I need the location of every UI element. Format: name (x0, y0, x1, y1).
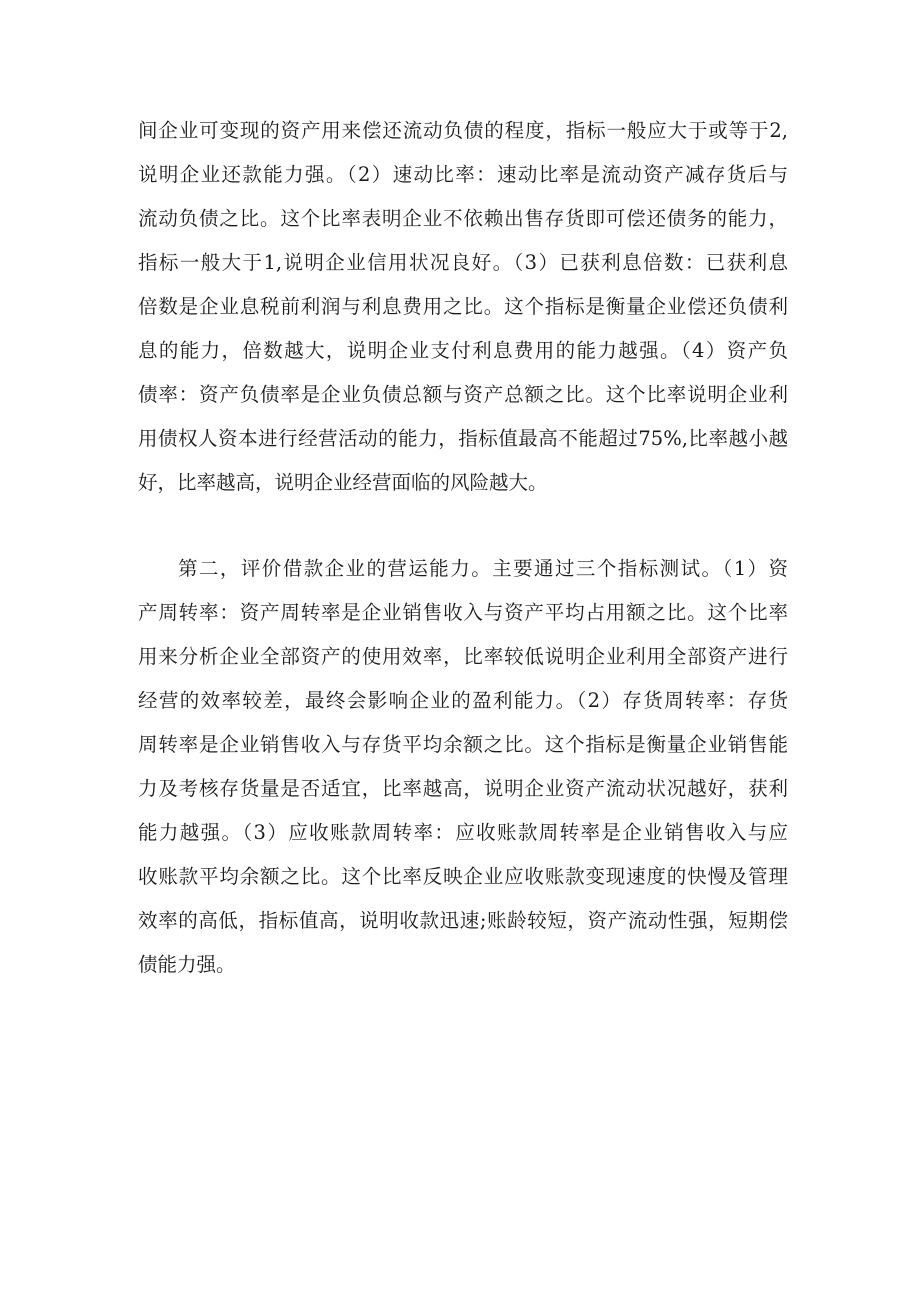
text-line: 债能力强。 (138, 953, 236, 976)
text-line: 好，比率越高，说明企业经营面临的风险越大。 (138, 471, 548, 494)
text-line: 效率的高低，指标值高，说明收款迅速;账龄较短，资产流动性强，短期偿 (138, 909, 788, 932)
text-line: 力及考核存货量是否适宜，比率越高，说明企业资产流动状况越好，获利 (138, 777, 788, 800)
text-line: 息的能力，倍数越大，说明企业支付利息费用的能力越强。（4）资产负 (138, 339, 788, 362)
paragraph-solvency-ratios (138, 109, 788, 505)
text-line: 用债权人资本进行经营活动的能力，指标值最高不能超过75%,比率越小越 (138, 427, 788, 450)
text-line: 经营的效率较差，最终会影响企业的盈利能力。（2）存货周转率：存货 (138, 689, 788, 712)
text-line: 说明企业还款能力强。（2）速动比率：速动比率是流动资产减存货后与 (138, 163, 788, 186)
text-line: 第二，评价借款企业的营运能力。主要通过三个指标测试。（1）资 (178, 557, 788, 580)
text-line: 债率：资产负债率是企业负债总额与资产总额之比。这个比率说明企业利 (138, 383, 788, 406)
text-line: 周转率是企业销售收入与存货平均余额之比。这个指标是衡量企业销售能 (138, 733, 788, 756)
text-line: 流动负债之比。这个比率表明企业不依赖出售存货即可偿还债务的能力， (138, 207, 788, 230)
paragraph-operating-capacity (138, 547, 788, 987)
text-line: 产周转率：资产周转率是企业销售收入与资产平均占用额之比。这个比率 (138, 601, 788, 624)
text-line: 收账款平均余额之比。这个比率反映企业应收账款变现速度的快慢及管理 (138, 865, 788, 888)
text-line: 能力越强。（3）应收账款周转率：应收账款周转率是企业销售收入与应 (138, 821, 788, 844)
text-line: 指标一般大于1,说明企业信用状况良好。（3）已获利息倍数：已获利息 (138, 251, 788, 274)
text-line: 倍数是企业息税前利润与利息费用之比。这个指标是衡量企业偿还负债利 (138, 295, 788, 318)
text-line: 用来分析企业全部资产的使用效率，比率较低说明企业利用全部资产进行 (138, 645, 788, 668)
text-line: 间企业可变现的资产用来偿还流动负债的程度，指标一般应大于或等于2, (138, 119, 788, 142)
